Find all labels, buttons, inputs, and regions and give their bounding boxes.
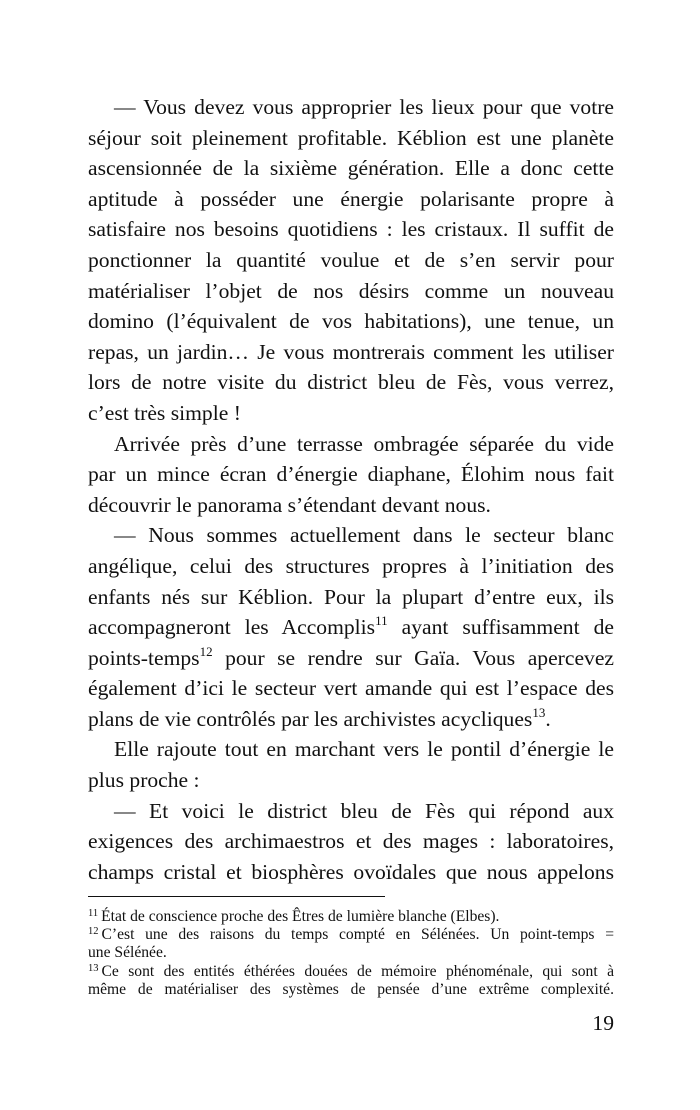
footnote-line: $^{13}$ Ce sont des entités éthérées douées de mémoire phénoménale, qui sont à: [88, 962, 614, 980]
body-line: accompagneront les Accomplis$^{11}$ ayant suffisamment de: [88, 613, 614, 640]
footnote-12: [88, 926, 614, 962]
body-line: Arrivée près d’une terrasse ombragée séparée du vide: [114, 431, 614, 456]
body-line: exigences des archimaestros et des mages : laboratoires,: [88, 829, 614, 854]
footnote-separator: [88, 896, 385, 897]
body-line: points-temps$^{12}$ pour se rendre sur Gaïa. Vous apercevez: [88, 643, 614, 670]
footnote-number: 11: [88, 908, 99, 919]
body-line: satisfaire nos besoins quotidiens : les cristaux. Il suffit de: [88, 217, 614, 242]
body-line: c’est très simple !: [88, 400, 241, 425]
body-line: champs cristal et biosphères ovoïdales que nous appelons: [88, 859, 614, 884]
footnotes: [88, 908, 614, 999]
body-line: par un mince écran d’énergie diaphane, Élohim nous fait: [88, 462, 614, 487]
body-line: découvrir le panorama s’étendant devant nous.: [88, 492, 491, 517]
footnote-ref-13[interactable]: 13: [532, 704, 546, 720]
body-line: domino (l’équivalent de vos habitations), une tenue, un: [88, 309, 614, 334]
footnote-line: $^{12}$ C’est une des raisons du temps compté en Sélénées. Un point-temps =: [88, 926, 614, 944]
footnote-line: $^{11}$ État de conscience proche des Êtres de lumière blanche (Elbes).: [88, 908, 500, 925]
body-line: Elle rajoute tout en marchant vers le pontil d’énergie le: [114, 737, 614, 762]
footnote-ref-11[interactable]: 11: [375, 613, 388, 629]
body-line: ascensionnée de la sixième génération. Elle a donc cette: [88, 156, 614, 181]
page-number: 19: [592, 1011, 614, 1035]
body-line: repas, un jardin… Je vous montrerais comment les utiliser: [88, 339, 614, 364]
body-line: ponctionner la quantité voulue et de s’en servir pour: [88, 247, 614, 272]
body-line: — Et voici le district bleu de Fès qui répond aux: [114, 798, 614, 823]
footnote-11: [88, 908, 614, 926]
body-line: séjour soit pleinement profitable. Kéblion est une planète: [88, 125, 614, 150]
body-line: plus proche :: [88, 768, 200, 793]
footnote-line: une Sélénée.: [88, 944, 167, 962]
body-line: — Vous devez vous approprier les lieux pour que votre: [114, 95, 614, 119]
body-line: également d’ici le secteur vert amande qui est l’espace des: [88, 676, 614, 701]
footnote-ref-12[interactable]: 12: [199, 643, 213, 659]
footnote-line: même de matérialiser des systèmes de pensée d’une extrême complexité.: [88, 980, 614, 998]
body-line: enfants nés sur Kéblion. Pour la plupart d’entre eux, ils: [88, 584, 614, 609]
body-line: — Nous sommes actuellement dans le secteur blanc: [114, 523, 614, 548]
footnote-13: [88, 963, 614, 999]
footnote-number: 13: [88, 962, 99, 974]
body-line: lors de notre visite du district bleu de Fès, vous verrez,: [88, 370, 614, 395]
body-line: plans de vie contrôlés par les archivistes acycliques$^{13}$.: [88, 704, 551, 731]
footnote-number: 12: [88, 926, 99, 938]
body-line: matérialiser l’objet de nos désirs comme un nouveau: [88, 278, 614, 303]
body-line: angélique, celui des structures propres à l’initiation des: [88, 553, 614, 578]
body-line: aptitude à posséder une énergie polarisante propre à: [88, 186, 614, 211]
page-body: [88, 92, 614, 887]
